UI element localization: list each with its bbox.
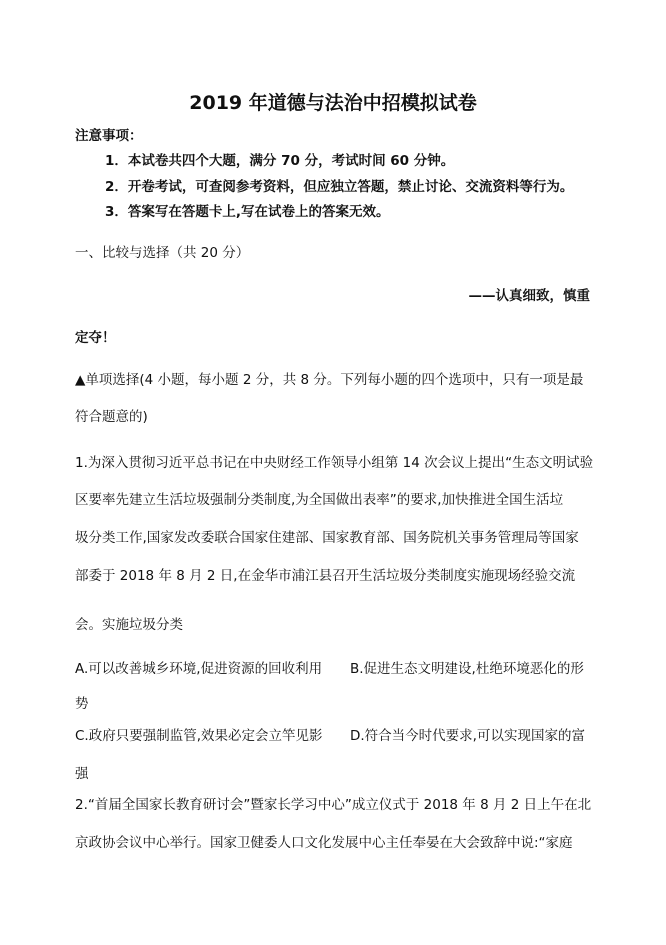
q1-line-2: 区要率先建立生活垃圾强制分类制度,为全国做出表率”的要求,加快推进全国生活垃 [75, 492, 564, 508]
notice-item-1: 1．本试卷共四个大题，满分 70 分，考试时间 60 分钟。 [105, 153, 455, 169]
exam-title: 2019 年道德与法治中招模拟试卷 [189, 92, 477, 114]
notice-item-3: 3．答案写在答题卡上,写在试卷上的答案无效。 [105, 204, 390, 220]
q1-option-b: B.促进生态文明建设,杜绝环境恶化的形 [350, 661, 584, 677]
q1-line-4: 部委于 2018 年 8 月 2 日,在金华市浦江县召开生活垃圾分类制度实施现场经验交流 [75, 568, 576, 584]
q1-line-1: 1.为深入贯彻习近平总书记在中央财经工作领导小组第 14 次会议上提出“生态文明试验 [75, 455, 594, 471]
q1-option-b-continued: 势 [75, 696, 89, 712]
q1-option-c: C.政府只要强制监管,效果必定会立竿见影 [75, 728, 323, 744]
notice-heading: 注意事项： [75, 128, 143, 144]
q1-option-a: A.可以改善城乡环境,促进资源的回收利用 [75, 661, 323, 677]
section-heading: 一、比较与选择（共 20 分） [75, 245, 250, 261]
q1-line-5: 会。实施垃圾分类 [75, 617, 183, 633]
motto-line-2: 定夺！ [75, 330, 116, 346]
q1-option-d: D.符合当今时代要求,可以实现国家的富 [350, 728, 585, 744]
q2-line-1: 2.“首届全国家长教育研讨会”暨家长学习中心”成立仪式于 2018 年 8 月 2 日上午在北 [75, 797, 592, 813]
q1-option-d-continued: 强 [75, 766, 89, 782]
notice-item-2: 2．开卷考试，可查阅参考资料，但应独立答题，禁止讨论、交流资料等行为。 [105, 179, 574, 195]
single-choice-intro-line-1: ▲单项选择(4 小题，每小题 2 分，共 8 分。下列每小题的四个选项中，只有一项是最 [75, 372, 584, 388]
q2-line-2: 京政协会议中心举行。国家卫健委人口文化发展中心主任奉晏在大会致辞中说:“家庭 [75, 835, 573, 851]
single-choice-intro-line-2: 符合题意的) [75, 409, 148, 425]
motto-line-1: ——认真细致，慎重 [468, 288, 590, 304]
q1-line-3: 圾分类工作,国家发改委联合国家住建部、国家教育部、国务院机关事务管理局等国家 [75, 530, 579, 546]
